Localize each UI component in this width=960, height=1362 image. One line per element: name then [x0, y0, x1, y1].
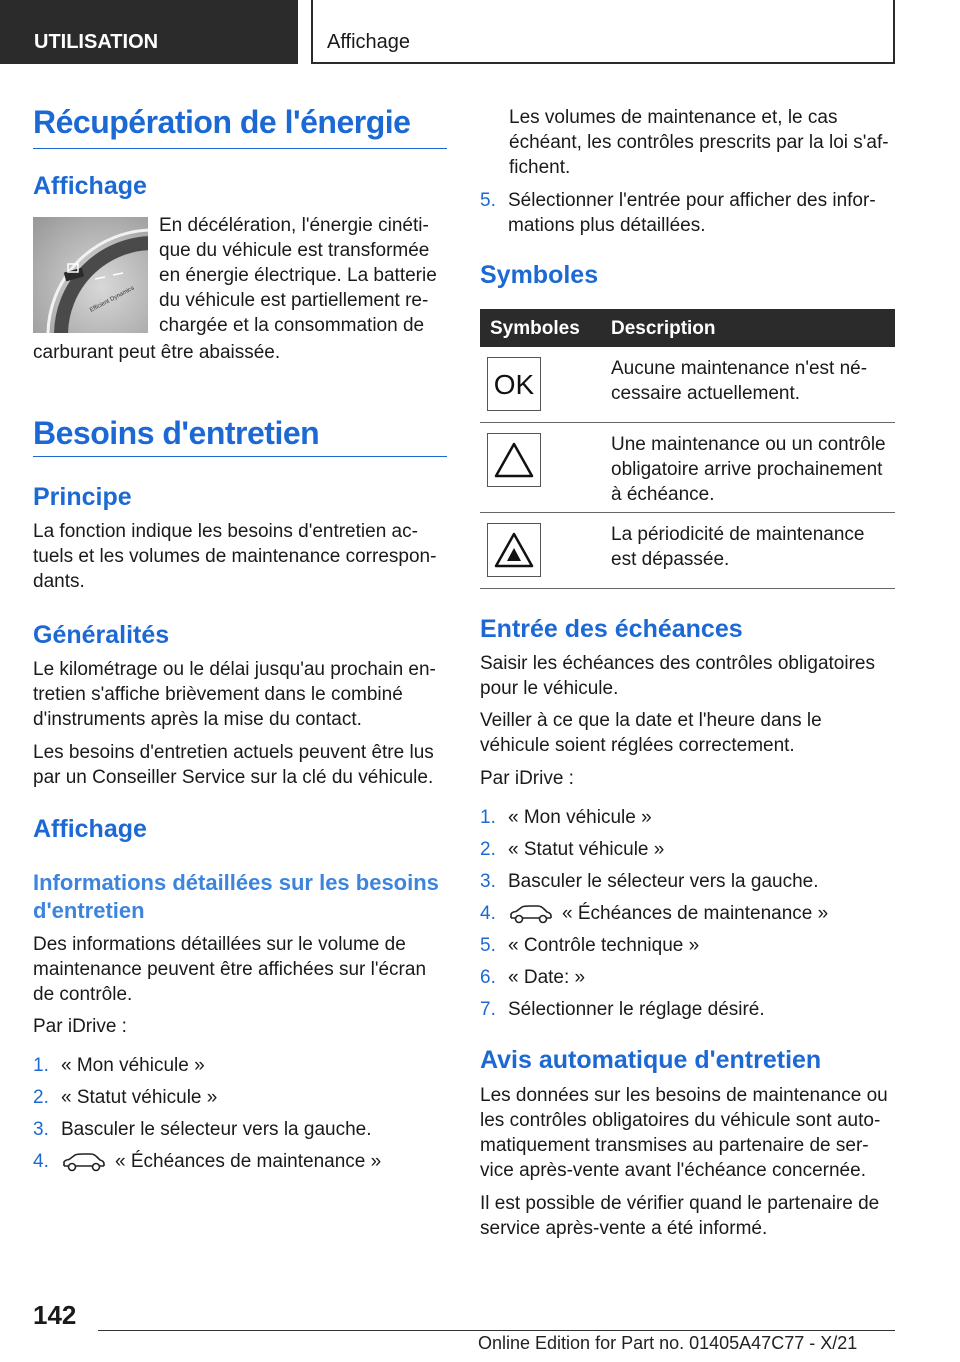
heading-rule — [33, 148, 447, 149]
step-number: 7. — [480, 999, 496, 1020]
recup-line: que du véhicule est transformée — [159, 240, 430, 261]
footer-rule — [98, 1330, 895, 1331]
heading-entree-echeances: Entrée des échéances — [480, 615, 743, 643]
heading-recuperation: Récupération de l'énergie — [33, 104, 411, 140]
principe-text: La fonction indique les besoins d'entretien ac-tuels et les volumes de maintenance correspon-dants. — [33, 521, 437, 592]
step-text: « Statut véhicule » — [508, 839, 665, 860]
recup-line: du véhicule est partiellement re- — [159, 290, 429, 311]
heading-generalites: Généralités — [33, 621, 170, 649]
page-number: 142 — [33, 1300, 77, 1330]
generalites-p1: Le kilométrage ou le délai jusqu'au prochain en-tretien s'affiche brièvement dans le combiné d'instruments après la mise du contact. — [33, 659, 436, 730]
step-text: « Échéances de maintenance » — [562, 903, 829, 924]
table-row — [480, 513, 895, 589]
step-text: Basculer le sélecteur vers la gauche. — [508, 871, 819, 892]
step-text: Basculer le sélecteur vers la gauche. — [61, 1119, 372, 1140]
table-header-symboles: Symboles — [490, 318, 580, 339]
energy-gauge-image — [33, 217, 148, 333]
recuperation-text-block — [159, 213, 447, 338]
step-text: Sélectionner le réglage désiré. — [508, 999, 765, 1020]
avis-p2: Il est possible de vérifier quand le partenaire de service après-vente a été informé. — [480, 1193, 880, 1239]
step-text: « Mon véhicule » — [508, 807, 652, 828]
step-number: 1. — [480, 807, 496, 828]
step-text-with-icon — [61, 1149, 381, 1174]
recup-line: en énergie électrique. La batterie — [159, 265, 437, 286]
symbols-table-header — [480, 309, 895, 347]
step-number: 4. — [33, 1151, 49, 1172]
step-text: « Date: » — [508, 967, 586, 988]
header-section: UTILISATION — [0, 0, 298, 64]
step-number: 5. — [480, 190, 496, 211]
heading-avis-automatique: Avis automatique d'entretien — [480, 1046, 822, 1074]
recup-line: En décélération, l'énergie cinéti- — [159, 215, 429, 236]
table-header-description: Description — [611, 318, 716, 339]
heading-besoins: Besoins d'entretien — [33, 415, 320, 451]
header-topic: Affichage — [311, 0, 895, 64]
continued-text: Les volumes de maintenance et, le cas échéant, les contrôles prescrits par la loi s'af-fichent. — [509, 107, 889, 178]
step-number: 6. — [480, 967, 496, 988]
par-idrive-label: Par iDrive : — [480, 768, 574, 789]
step-text: Sélectionner l'entrée pour afficher des infor-mations plus détaillées. — [508, 190, 876, 236]
step-text: « Contrôle technique » — [508, 935, 700, 956]
heading-affichage-2: Affichage — [33, 815, 147, 843]
step-number: 5. — [480, 935, 496, 956]
table-cell-description: Aucune maintenance n'est né-cessaire actuellement. — [611, 358, 868, 404]
heading-principe: Principe — [33, 483, 132, 511]
table-cell-description: Une maintenance ou un contrôle obligatoire arrive prochainement à échéance. — [611, 434, 886, 505]
heading-affichage: Affichage — [33, 172, 147, 200]
warning-triangle-filled-icon — [487, 523, 541, 577]
recup-last-line: carburant peut être abaissée. — [33, 342, 281, 363]
entree-p1: Saisir les échéances des contrôles obligatoires pour le véhicule. — [480, 653, 875, 699]
step-number: 3. — [33, 1119, 49, 1140]
generalites-p2: Les besoins d'entretien actuels peuvent être lus par un Conseiller Service sur la clé du véhicule. — [33, 742, 434, 788]
heading-rule — [33, 456, 447, 457]
step-text: « Mon véhicule » — [61, 1055, 205, 1076]
ok-icon — [487, 357, 541, 411]
step-number: 4. — [480, 903, 496, 924]
step-number: 2. — [33, 1087, 49, 1108]
gauge-label: Efficient Dynamics — [89, 285, 136, 314]
heading-symboles: Symboles — [480, 261, 599, 289]
car-icon — [508, 904, 554, 924]
warning-triangle-icon — [487, 433, 541, 487]
avis-p1: Les données sur les besoins de maintenance ou les contrôles obligatoires du véhicule sont auto-matiquement transmises au partenaire de ser-vice après-vente avant l'échéance concernée. — [480, 1085, 888, 1181]
edition-info: Online Edition for Part no. 01405A47C77 - X/21 — [478, 1333, 858, 1353]
step-text: « Échéances de maintenance » — [115, 1151, 382, 1172]
step-number: 3. — [480, 871, 496, 892]
heading-infos-detaillees: Informations détaillées sur les besoins d'entretien — [33, 870, 439, 923]
par-idrive-label: Par iDrive : — [33, 1016, 127, 1037]
step-text: « Statut véhicule » — [61, 1087, 218, 1108]
table-row — [480, 423, 895, 513]
table-row — [480, 347, 895, 423]
infos-text: Des informations détaillées sur le volume de maintenance peuvent être affichées sur l'écran de contrôle. — [33, 934, 427, 1005]
step-text-with-icon — [508, 901, 828, 926]
table-cell-description: La périodicité de maintenance est dépassée. — [611, 524, 865, 570]
car-icon — [61, 1152, 107, 1172]
entree-p2: Veiller à ce que la date et l'heure dans le véhicule soient réglées correctement. — [480, 710, 822, 756]
recup-line: chargée et la consommation de — [159, 315, 425, 336]
svg-text:OK: OK — [493, 369, 535, 400]
step-number: 2. — [480, 839, 496, 860]
step-number: 1. — [33, 1055, 49, 1076]
